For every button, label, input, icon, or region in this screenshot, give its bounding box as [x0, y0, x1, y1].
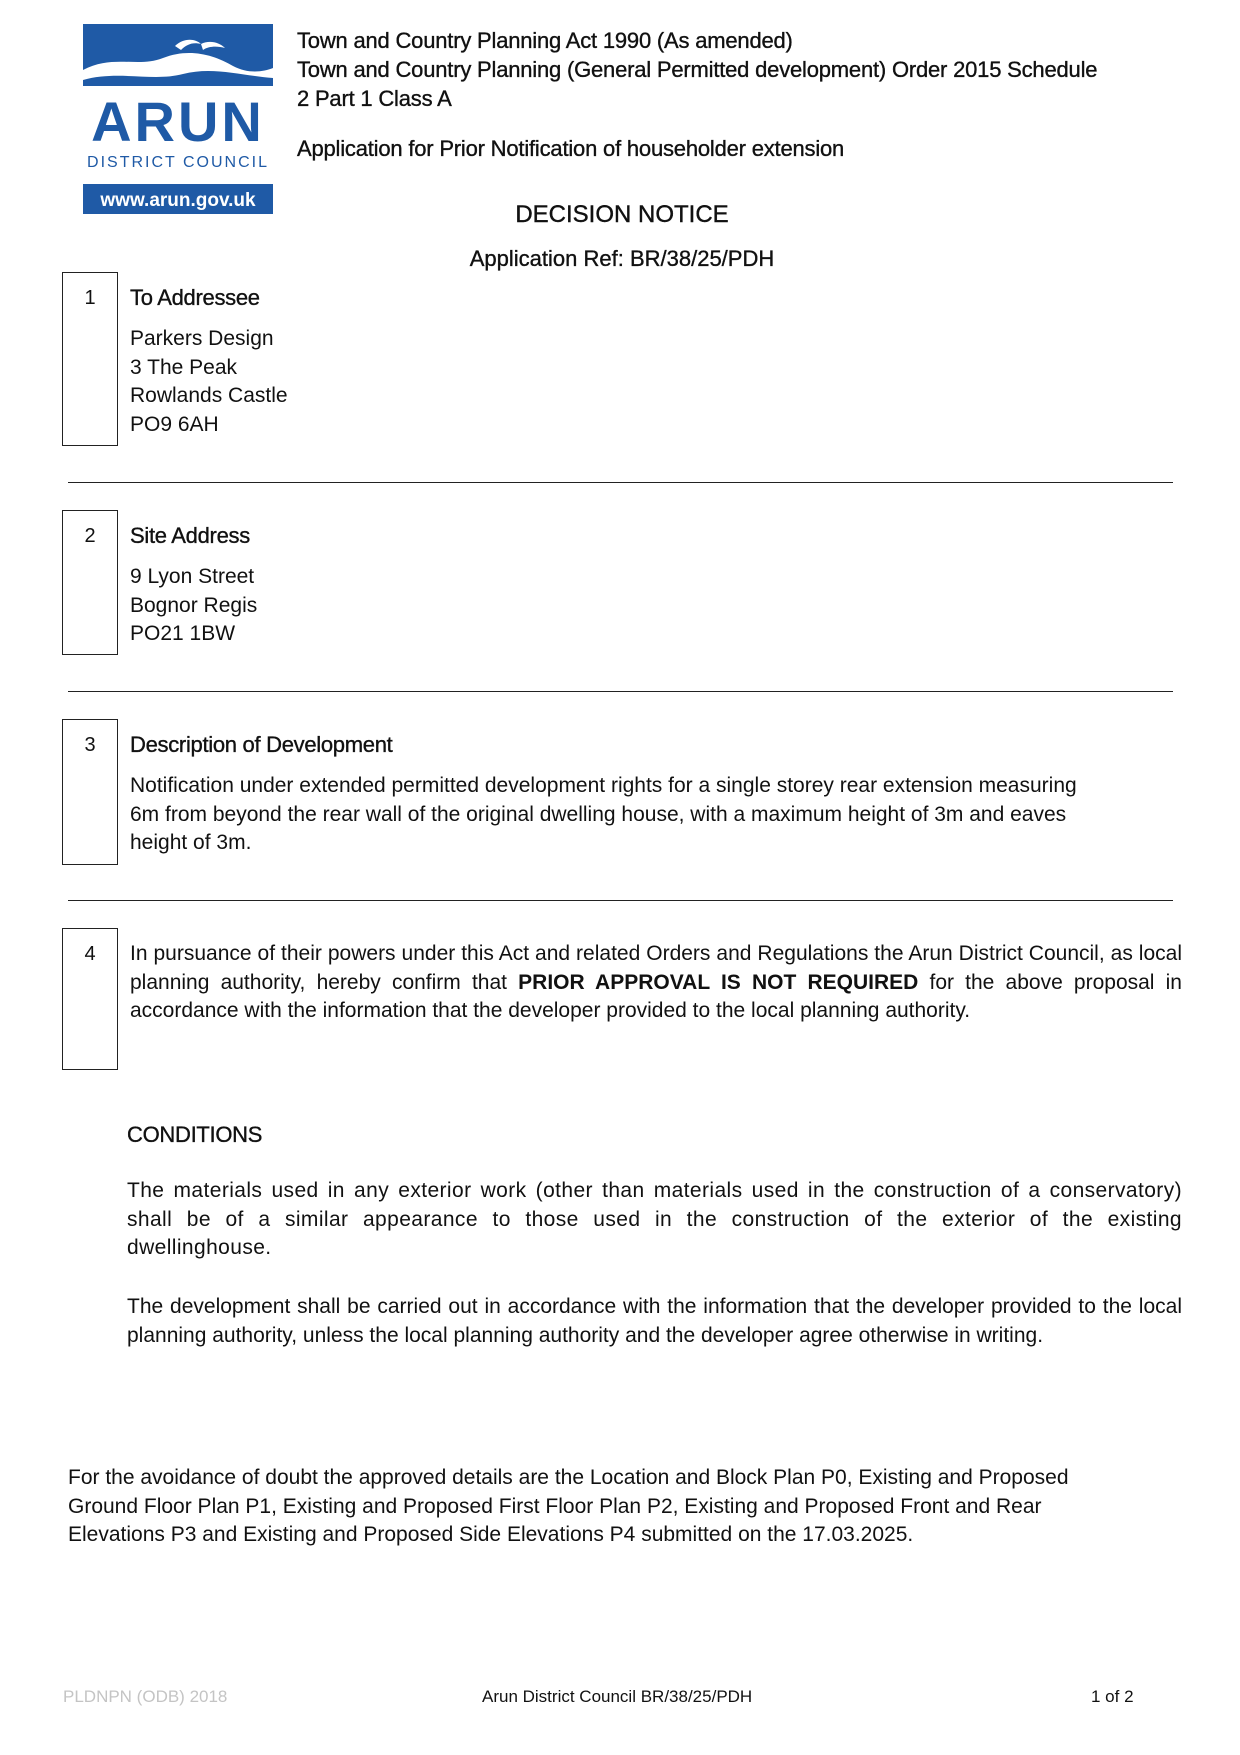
- header-line-3: 2 Part 1 Class A: [297, 86, 452, 111]
- footer-reference: Arun District Council BR/38/25/PDH: [482, 1687, 753, 1706]
- application-type: Application for Prior Notification of householder extension: [297, 136, 845, 161]
- application-ref: Application Ref: BR/38/25/PDH: [469, 246, 775, 271]
- divider: [68, 691, 1173, 692]
- logo-graphic: [83, 24, 273, 214]
- section-2-number: 2: [62, 510, 118, 655]
- form-code: PLDNPN (ODB) 2018: [63, 1687, 228, 1706]
- section-2-title: Site Address: [130, 523, 250, 548]
- conditions-heading: CONDITIONS: [127, 1122, 263, 1147]
- section-3-title: Description of Development: [130, 732, 393, 757]
- divider: [68, 482, 1173, 483]
- decision-text-before: In pursuance of their powers under this Act and related Orders and Regulations the Arun District Council, as local planning authority, hereby confirm that: [130, 942, 1182, 994]
- condition-1: The materials used in any exterior work (other than materials used in the construction of a conservatory) shall be of a similar appearance to those used in the construction of the exterior of the existing dwellinghouse.: [127, 1179, 1182, 1259]
- logo-url: www.arun.gov.uk: [100, 190, 256, 211]
- section-3-number: 3: [62, 719, 118, 865]
- section-1-number: 1: [62, 272, 118, 446]
- site-address-line: PO21 1BW: [130, 622, 236, 645]
- site-address-block: [130, 563, 257, 649]
- decision-outcome: PRIOR APPROVAL IS NOT REQUIRED: [518, 970, 919, 994]
- section-4-number: 4: [62, 928, 118, 1070]
- site-address-line: Bognor Regis: [130, 593, 258, 617]
- approved-details-line: Ground Floor Plan P1, Existing and Proposed First Floor Plan P2, Existing and Proposed Front and Rear: [68, 1494, 1042, 1518]
- addressee-line: PO9 6AH: [130, 412, 219, 436]
- addressee-line: Rowlands Castle: [130, 384, 288, 407]
- approved-details: [68, 1464, 1069, 1550]
- condition-2: The development shall be carried out in accordance with the information that the developer provided to the local planning authority, unless the local planning authority and the developer agree otherwise in writing.: [127, 1295, 1182, 1347]
- arun-logo: [83, 24, 273, 214]
- description-line: Notification under extended permitted development rights for a single storey rear extension measuring: [130, 774, 1077, 797]
- addressee-line: 3 The Peak: [130, 355, 238, 379]
- section-1-title: To Addressee: [130, 285, 260, 310]
- development-description: [130, 772, 1077, 858]
- decision-text-after: for the above proposal in accordance with the information that the developer provided to the local planning authority.: [130, 970, 1182, 1022]
- addressee-block: [130, 325, 288, 439]
- description-line: 6m from beyond the rear wall of the original dwelling house, with a maximum height of 3m and eaves: [130, 802, 1067, 826]
- header-line-2: Town and Country Planning (General Permitted development) Order 2015 Schedule: [297, 57, 1098, 82]
- site-address-line: 9 Lyon Street: [130, 565, 255, 588]
- logo-subtitle: DISTRICT COUNCIL: [87, 154, 269, 171]
- divider: [68, 900, 1173, 901]
- approved-details-line: Elevations P3 and Existing and Proposed Side Elevations P4 submitted on the 17.03.2025.: [68, 1523, 914, 1546]
- page-number: 1 of 2: [1091, 1687, 1134, 1706]
- logo-name: ARUN: [91, 90, 265, 153]
- addressee-line: Parkers Design: [130, 327, 274, 350]
- description-line: height of 3m.: [130, 831, 252, 854]
- header-line-1: Town and Country Planning Act 1990 (As amended): [297, 28, 793, 53]
- approved-details-line: For the avoidance of doubt the approved details are the Location and Block Plan P0, Existing and Proposed: [68, 1466, 1069, 1489]
- notice-title: DECISION NOTICE: [515, 201, 729, 228]
- decision-statement: [130, 940, 1182, 1026]
